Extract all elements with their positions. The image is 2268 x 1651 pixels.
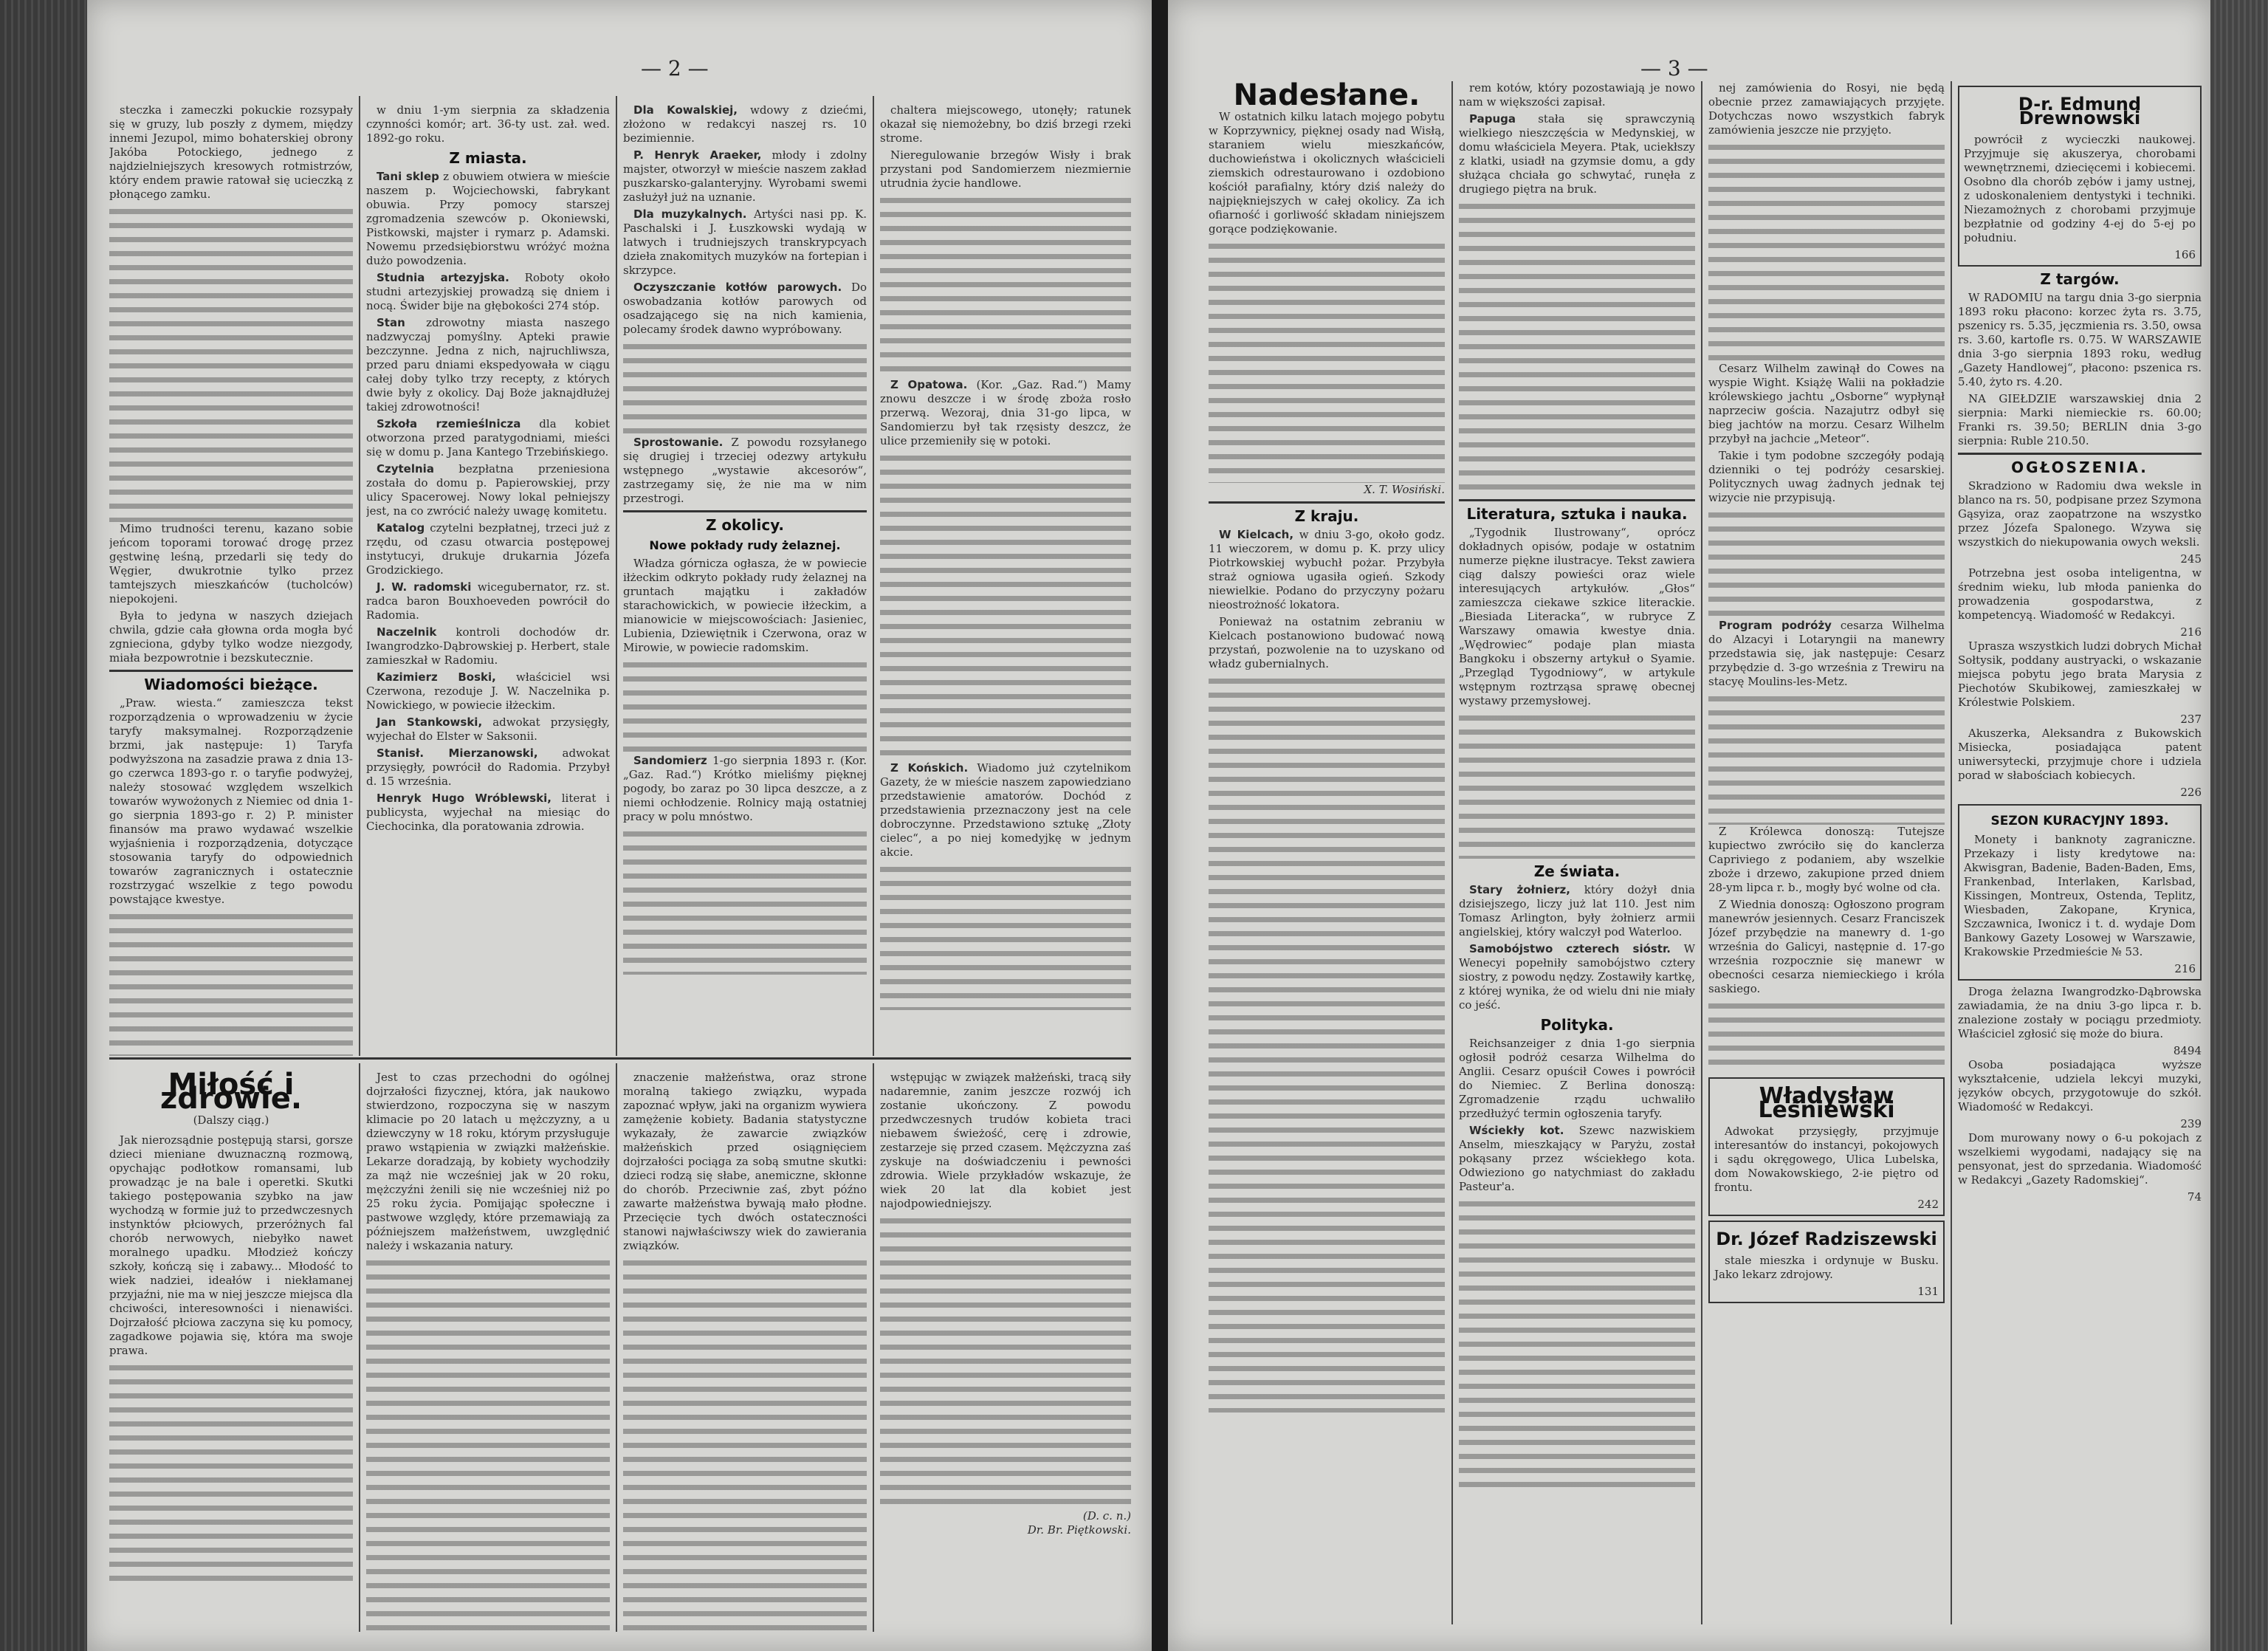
column-2 xyxy=(1459,81,1695,1624)
news-keyword: Wściekły kot. xyxy=(1469,1124,1564,1137)
news-item xyxy=(366,170,610,268)
news-text: właściciel wsi Czerwona, rezoduje J. W. Naczelnika p. Nowickiego, w powiecie iłżeckim. xyxy=(366,670,610,712)
column-4 xyxy=(1958,81,2202,1624)
paragraph: Była to jedyna w naszych dziejach chwila, gdzie cała głowna orda mogła być zgnieciona, gdyby tylko wodze niezgody, miała bezpowrotnie i bezskutecznie. xyxy=(109,609,353,665)
right-page xyxy=(1168,0,2210,1651)
news-keyword: Dla Kowalskiej, xyxy=(633,103,738,117)
paragraph: Władza górnicza ogłasza, że w powiecie iłżeckim odkryto pokłady rudy żelaznej na gruntach majątku i zakładów starachowickich, w powiecie iłżeckim, a mianowicie w miejscowościach: Jasieniec, Lubienia, Dziewiętnik i Czerwona, oraz w Mirowie, w powiecie radomskim. xyxy=(623,557,867,654)
paragraph: znaczenie małżeństwa, oraz strone moralną takiego związku, wypada zapoznać wpływ, jaki na organizm wywiera zamężenie kobiety. Badania statystyczne wykazały, że zawarcie związków małżeńskich przed osiągnięciem dojrzałości pociąga za sobą smutne skutki: dzieci rodzą się słabe, anemiczne, skłonne do chorób. Przeciwnie zaś, zbyt późno zawarte małżeństwa bywają mało płodne. Przecięcie tych dwóch ostateczności stanowi najwłaściwszy wiek do zawierania związków. xyxy=(623,1071,867,1252)
news-item xyxy=(366,580,610,622)
section-title: Z kraju. xyxy=(1294,507,1359,525)
story-title: Miłość i zdrowie. xyxy=(159,1071,303,1116)
page-number: — 3 — xyxy=(1640,56,1708,80)
news-keyword: Dla muzykalnych. xyxy=(633,207,747,221)
news-keyword: Tani sklep xyxy=(377,170,439,183)
paragraph: „Tygodnik Ilustrowany“, oprócz dokładnych opisów, podaje w ostatnim numerze piękne ilustracye. Tekst zawiera ciąg dalszy powieści oraz wiele interesujących artykułów. „Głos“ zamieszcza ciekawe szkice literackie. „Biesiada Literacka“, w rubryce Z Warszawy omawia kwestye dnia. „Wędrowiec“ podaje plan miasta Bangkoku i obszerny artykuł o Syamie. „Przegląd Tygodniowy“, w artykule wstępnym roztrząsa sprawę obecnej wystawy przemysłowej. xyxy=(1459,526,1695,707)
section-title: Z okolicy. xyxy=(705,516,785,534)
ad-number: 245 xyxy=(2180,552,2202,566)
news-keyword: Kazimierz Boski, xyxy=(377,670,496,684)
column-1 xyxy=(1209,81,1445,1624)
advert-title: SEZON KURACYJNY 1893. xyxy=(1990,814,2169,828)
column-rule xyxy=(1701,81,1702,1624)
news-item xyxy=(1708,619,1945,689)
advert-name: Dr. Józef Radziszewski xyxy=(1716,1229,1937,1249)
ad-number: 239 xyxy=(2180,1117,2202,1130)
text-block-filler xyxy=(1708,692,1945,825)
news-keyword: Jan Stankowski, xyxy=(377,715,483,729)
column-rule xyxy=(359,96,360,1056)
news-item xyxy=(366,462,610,518)
column-2 xyxy=(366,103,610,1056)
news-item xyxy=(366,670,610,713)
news-keyword: J. W. radomski xyxy=(377,580,472,594)
paragraph: w dniu 1-ym sierpnia za składzenia czynności komór; art. 36-ty ust. zał. wed. 1892-go roku. xyxy=(366,103,610,145)
text-block-filler xyxy=(1708,140,1945,362)
news-item xyxy=(366,746,610,789)
classified-ad: Droga żelazna Iwangrodzko-Dąbrowska zawiadamia, że na dniu 3-go lipca r. b. znalezione zostały w pociągu przedmioty. Właściciel zgłosić się może do biura. xyxy=(1958,985,2202,1040)
ad-number: 237 xyxy=(2180,713,2202,726)
advert-name: D-r. Edmund Drewnowski xyxy=(2018,94,2142,128)
paragraph: Nieregulowanie brzegów Wisły i brak przystani pod Sandomierzem niezmiernie utrudnia życie handlowe. xyxy=(880,148,1131,190)
section-title: Nadesłane. xyxy=(1233,81,1420,112)
news-keyword: Sprostowanie. xyxy=(633,436,724,449)
advert-number: 166 xyxy=(2174,248,2196,261)
section-title: Z targów. xyxy=(2040,270,2120,288)
signature: X. T. Wosiński. xyxy=(1364,483,1445,496)
news-keyword: Samobójstwo czterech sióstr. xyxy=(1469,942,1671,955)
news-item xyxy=(366,792,610,834)
story-subtitle: (Dalszy ciąg.) xyxy=(193,1113,269,1127)
classified-ad: Skradziono w Radomiu dwa weksle in blanco na rs. 50, podpisane przez Szymona Gąsyiza, oraz zaopatrzone na wszystko przez Józefa Spalonego. Wzywa się wszystkich do niekupowania owych weksli. xyxy=(1958,479,2202,549)
ad-number: 216 xyxy=(2174,962,2196,975)
divider xyxy=(623,510,867,512)
news-text: Roboty około studni artezyjskiej prowadzą się dniem i nocą. Świder bije na głębokości 274 stóp. xyxy=(366,271,610,312)
classified-ad: Uprasza wszystkich ludzi dobrych Michał Sołtysik, poddany austryacki, o wskazanie miejsca pobytu jego brata Marysia z Piechotów Skubikowej, zamieszkałej w Królestwie Polskiem. xyxy=(1958,639,2202,709)
advert-text: Monety i banknoty zagraniczne. Przekazy i listy kredytowe na: Akwisgran, Badenie, Baden-Baden, Ems, Frankenbad, Interlaken, Karlsbad, Kissingen, Montreux, Ostenda, Teplitz, Wiesbaden, Zakopane, Krynica, Szczawnica, Iwonicz i t. d. wydaje Dom Bankowy Gazety Losowej w Warszawie, Krakowskie Przedmieście № 53. xyxy=(1964,833,2196,958)
ad-number: 8494 xyxy=(2173,1044,2202,1057)
news-text: czytelni bezpłatnej, trzeci już z rzędu, od czasu otwarcia postępowej instytucyi, drukuje drukarnia Józefa Grodzickiego. xyxy=(366,521,610,577)
divider xyxy=(1958,453,2202,455)
paragraph: chaltera miejscowego, utonęły; ratunek okazał się niemożebny, bo dziś brzegi rzeki strome. xyxy=(880,103,1131,145)
classified-ad: Akuszerka, Aleksandra z Bukowskich Misiecka, posiadająca patent uniwersytecki, przyjmuje chore i udziela porad w słabościach kobiecych. xyxy=(1958,727,2202,782)
paragraph: „Praw. wiesta.“ zamieszcza tekst rozporządzenia o wprowadzeniu w życie taryfy maksymalnej. Rozporządzenie brzmi, jak następuje: 1) Taryfa podwyższona na zasadzie prawa z dnia 13-go czerwca 1893-go r. o taryfie podwyżej, należy stosować względem wszelkich towarów wywożonych z Niemiec od dnia 1-go sierpnia 1893-go r. 2) P. minister finansów ma prawo wydawać wszelkie wyjaśnienia i rozporządzenia, dotyczące stosowania taryfy do odpowiednich towarów zagranicznych i ostatecznie rozstrzygać wszelkie z tego powodu powstające kwestye. xyxy=(109,696,353,906)
news-keyword: Stan xyxy=(377,316,405,329)
section-title: Ze świata. xyxy=(1533,862,1621,880)
text-block-filler xyxy=(1708,999,1945,1073)
classified-ad: Osoba posiadająca wyższe wykształcenie, udziela lekcyi muzyki, języków obcych, przygotowuje do szkół. Wiadomość w Redakcyi. xyxy=(1958,1058,2202,1113)
advert-doctor-drewnowski xyxy=(1958,86,2202,267)
news-item xyxy=(366,271,610,313)
divider xyxy=(1209,501,1445,504)
news-keyword: Z Końskich. xyxy=(890,761,969,775)
news-keyword: Henryk Hugo Wróblewski, xyxy=(377,792,551,805)
column-4 xyxy=(880,103,1131,1056)
classified-ad: Potrzebna jest osoba inteligentna, w średnim wieku, lub młoda panienka do prowadzenia gospodarstwa, z kompetencyą. Wiadomość w Redakcyi. xyxy=(1958,566,2202,622)
news-text: Z powodu rozsyłanego się drugiej i trzeciej odezwy artykułu wstępnego „wystawie akcesorów“, zastrzegamy się, że nie ma w nim przestrogi. xyxy=(623,436,867,505)
news-keyword: Sandomierz xyxy=(633,754,707,767)
news-keyword: Katalog xyxy=(377,521,425,535)
news-keyword: Naczelnik xyxy=(377,625,437,639)
book-edge-right xyxy=(2210,0,2268,1651)
news-text: Szewc nazwiskiem Anselm, mieszkający w Paryżu, został pokąsany przez wściekłego kota. Odwieziono go natychmiast do zakładu Pasteur'a. xyxy=(1459,1124,1695,1193)
news-item xyxy=(880,761,1131,859)
text-block-filler xyxy=(1209,674,1445,1413)
story-author: Dr. Br. Piętkowski. xyxy=(1027,1523,1131,1537)
text-block-filler xyxy=(623,340,867,436)
column-rule xyxy=(873,1063,874,1632)
paragraph: NA GIEŁDZIE warszawskiej dnia 2 sierpnia: Marki niemieckie rs. 60.00; Franki rs. 39.50; BERLIN dnia 3-go sierpnia: Ruble 210.50. xyxy=(1958,392,2202,447)
news-text: cesarza Wilhelma do Alzacyi i Lotaryngii na manewry przedstawia się, jak następuje: Cesarz przybędzie d. 3-go września z Trewiru na stacyę Moulins-les-Metz. xyxy=(1708,619,1945,688)
page-number: — 2 — xyxy=(641,56,709,80)
column-3 xyxy=(1708,81,1945,1624)
section-title: OGŁOSZENIA. xyxy=(2011,459,2148,476)
news-text: w dniu 3-go, około godz. 11 wieczorem, w domu p. K. przy ulicy Piotrkowskiej wybuchł pożar. Przybyła straż ogniowa ugasiła ogień. Szkody niewielkie. Podano do przyczyny pożaru nieostrożność lokatora. xyxy=(1209,528,1445,611)
section-title: Z miasta. xyxy=(449,149,527,167)
paragraph: Mimo trudności terenu, kazano sobie jeńcom toporami torować drogę przez gęstwinę leśną, przedarli się tedy do Węgier, dwukrotnie tylko przez tamtejszych mieszkańców (tucholców) niepokojeni. xyxy=(109,522,353,605)
text-block-filler xyxy=(623,827,867,975)
news-item xyxy=(623,148,867,205)
news-keyword: Z Opatowa. xyxy=(890,378,968,391)
ad-number: 74 xyxy=(2187,1190,2202,1204)
news-text: adwokat przysięgły, powrócił do Radomia. Przybył d. 15 września. xyxy=(366,746,610,788)
advert-season xyxy=(1958,804,2202,981)
text-block-filler xyxy=(623,658,867,754)
book-edge-left xyxy=(0,0,87,1651)
news-text: z obuwiem otwiera w mieście naszem p. Wojciechowski, fabrykant obuwia. Przy pomocy starszej zgromadzenia szewców p. Okoniewski, Pistkowski, majster i rymarz p. Adamski. Nowemu przedsiębiorstwu wróżyć można dużo powodzenia. xyxy=(366,170,610,267)
divider xyxy=(109,670,353,672)
news-text: kontroli dochodów dr. Iwangrodzko-Dąbrowskiej p. Herbert, stale zamieszkał w Radomiu. xyxy=(366,625,610,667)
paragraph: steczka i zameczki pokuckie rozsypały się w gruzy, lub poszły z dymem, między innemi Jezupol, mimo bohaterskiej obrony Jakóba Potockiego, jednego z najdzielniejszych kresowych rotmistrzów, który endem prawie ratował się ucieczką z płonącego zamku. xyxy=(109,103,353,201)
news-item xyxy=(366,715,610,744)
paragraph: Reichsanzeiger z dnia 1-go sierpnia ogłosił podróż cesarza Wilhelma do Anglii. Cesarz opuścił Cowes i powrócił do Niemiec. Z Berlina donoszą: Zgromadzenie rządu uchwaliło przedłużyć termin ogłoszenia taryfy. xyxy=(1459,1037,1695,1120)
advert-name: Władysław Leśniewski xyxy=(1758,1083,1895,1123)
text-block-filler xyxy=(109,205,353,522)
news-item xyxy=(366,521,610,577)
paragraph: Jest to czas przechodni do ogólnej dojrzałości fizycznej, która, jak naukowo stwierdzono, rozpoczyna się w naszym klimacie po 20 latach u mężczyzny, a u dziewczyny w 18 roku, którym przysługuje prawo wstąpienia w związki małżeńskie. Lekarze doradzają, by kobiety wychodziły za mąż nie wcześniej jak w 20 roku, mężczyźni żenili się nie wcześniej niż po 25 roku życia. Pomijając społeczne i pastwowe względy, które przemawiają za późniejszem małżeństwem, uwzględnić należy i wskazania natury. xyxy=(366,1071,610,1252)
advert-number: 242 xyxy=(1917,1198,1939,1211)
news-keyword: Studnia artezyjska. xyxy=(377,271,509,284)
advert-number: 131 xyxy=(1917,1285,1939,1298)
story-column-4 xyxy=(880,1071,1131,1632)
news-text: młody i zdolny majster, otworzył w mieście naszem zakład puszkarsko-galanteryjny. Wyrobami swemi zasłużył już na uznanie. xyxy=(623,148,867,204)
text-block-filler xyxy=(109,1361,353,1582)
news-text: (Kor. „Gaz. Rad.“) Mamy znowu deszcze i w środę zboża rosło przerwą. Wezoraj, dnia 31-go lipca, w Sandomierzu był tak rzęsisty deszcz, że ulice przemieniły się w potoki. xyxy=(880,378,1131,447)
book-gutter xyxy=(1152,0,1168,1651)
paragraph: Z Królewca donoszą: Tutejsze kupiectwo zwróciło się do kanclerza Capriviego z podaniem, aby wszelkie zboże i drzewo, zakupione przed dniem 28-ym lipca r. b., mogły być wolne od cła. xyxy=(1708,825,1945,894)
news-text: wdowy z dziećmi, złożono w redakcyi naszej rs. 10 bezimiennie. xyxy=(623,103,867,145)
text-block-filler xyxy=(880,862,1131,1010)
column-3 xyxy=(623,103,867,1056)
paragraph: Jak nierozsądnie postępują starsi, gorsze dzieci mieniane dwuznaczną rozmową, opychając podłotkow romansami, lub prowadząc je na bale i operetki. Skutki takiego postępowania szybko na jaw wychodzą w formie już to przedwczesnych instynktów płciowych, przeróżnych fal chorób nerwowych, niebyłko nawet moralnego upadku. Młodzież kończy szkoły, kończą się i zabawy... Młodość to wiek nadziei, ideałów i niekłamanej przyjaźni, nie ma w niej jeszcze miejsca dla chciwości, interesowności i nienawiści. Dojrzałość płciowa zaczyna się ku pomocy, zagadkowe pojawia się, która ma swoje prawa. xyxy=(109,1133,353,1357)
column-1 xyxy=(109,103,353,1056)
column-rule xyxy=(1451,81,1453,1624)
advert-lawyer xyxy=(1708,1077,1945,1216)
column-rule xyxy=(359,1063,360,1632)
news-keyword: Oczyszczanie kotłów parowych. xyxy=(633,281,842,294)
news-item xyxy=(623,754,867,824)
text-block-filler xyxy=(1708,508,1945,619)
text-block-filler xyxy=(1459,199,1695,495)
news-text: W Wenecyi popełniły samobójstwo cztery siostry, z powodu nędzy. Zostawiły kartkę, z której wynika, że od wielu dni nie miały co jeść. xyxy=(1459,942,1695,1012)
text-block-filler xyxy=(1459,711,1695,859)
section-subtitle: Nowe pokłady rudy żelaznej. xyxy=(649,538,841,552)
advert-doctor xyxy=(1708,1221,1945,1303)
news-keyword: Czytelnia xyxy=(377,462,434,476)
column-rule xyxy=(873,96,874,1056)
news-text: Wiadomo już czytelnikom Gazety, że w mieście naszem zapowiedziano przedstawienie amatorów. Dochód z przedstawienia przeznaczony jest na cele dobroczynne. Przedstawiono sztukę „Złoty cielec“, a po niej komedyjkę w jednym akcie. xyxy=(880,761,1131,859)
text-block-filler xyxy=(623,1256,867,1632)
news-text: 1-go sierpnia 1893 r. (Kor. „Gaz. Rad.“) Krótko mieliśmy pięknej pogody, bo zaraz po 30 lipca deszcze, a z niemi ochłodzenie. Rolnicy mają ostatniej pracy w polu mnóstwo. xyxy=(623,754,867,823)
news-item xyxy=(366,316,610,414)
news-text: Do oswobadzania kotłów parowych od osadzającego się na nich kamienia, polecamy środek dawno wypróbowany. xyxy=(623,281,867,336)
news-item xyxy=(366,625,610,667)
news-item xyxy=(1209,528,1445,612)
news-text: dla kobiet otworzona przed paratygodniami, mieści się w domu p. Jana Kantego Trzebińskiego. xyxy=(366,417,610,459)
classified-ad: Dom murowany nowy o 6-u pokojach z wszelkiemi wygodami, nadający się na pensyonat, jest do sprzedania. Wiadomość w Redakcyi „Gazety Radomskiej“. xyxy=(1958,1131,2202,1187)
news-item xyxy=(623,103,867,145)
paragraph: W ostatnich kilku latach mojego pobytu w Koprzywnicy, pięknej osady nad Wisłą, staraniem wielu mieszkańców, duchowieństwa i okolicznych właścicieli ziemskich odrestaurowano i ozdobiono kościół parafialny, który dziś należy do najpiękniejszych w całej okolicy. Za ich ofiarność i gorliwość składam niniejszem gorące podziękowanie. xyxy=(1209,110,1445,236)
paragraph: Cesarz Wilhelm zawinął do Cowes na wyspie Wight. Książę Walii na pokładzie królewskiego jachtu „Osborne“ wypłynął naprzeciw gościa. Nazajutrz odbył się bieg jachtów na morzu. Cesarz Wilhelm przybył na jachcie „Meteor“. xyxy=(1708,362,1945,445)
paragraph: Ponieważ na ostatnim zebraniu w Kielcach postanowiono budować nową przystań, pozwolenie na to uzyskano od władz gubernialnych. xyxy=(1209,615,1445,670)
news-keyword: Program podróży xyxy=(1719,619,1832,632)
news-text: stała się sprawczynią wielkiego nieszczęścia w Medynskiej, w domu właściciela Meyera. Ptak, uciekłszy z klatki, usiadł na gzymsie domu, a gdy służąca chciała go schwytać, runęła z drugiego piętra na bruk. xyxy=(1459,112,1695,196)
text-block-filler xyxy=(109,910,353,1056)
ad-number: 226 xyxy=(2180,786,2202,799)
news-text: adwokat przysięgły, wyjechał do Elster w Saksonii. xyxy=(366,715,610,743)
news-keyword: W Kielcach, xyxy=(1219,528,1294,541)
news-text: wicegubernator, rz. st. radca baron Bouxhoeveden powrócił do Radomia. xyxy=(366,580,610,622)
text-block-filler xyxy=(366,1256,610,1632)
news-keyword: Stary żołnierz, xyxy=(1469,883,1570,896)
divider xyxy=(1459,499,1695,501)
story-column-2 xyxy=(366,1071,610,1632)
news-text: literat i publicysta, wyjechał na miesiąc do Ciechocinka, dla poratowania zdrowia. xyxy=(366,792,610,833)
advert-text: stale mieszka i ordynuje w Busku. Jako lekarz zdrojowy. xyxy=(1714,1254,1939,1281)
advert-text: Adwokat przysięgły, przyjmuje interesantów do instancyi, pokojowych i sądu okręgowego, Ulica Lubelska, dom Nowakowskiego, 2-ie piętro od frontu. xyxy=(1714,1125,1939,1194)
paragraph: Takie i tym podobne szczegóły podają dzienniki o tej podróży cesarskiej. Politycznych uwag żadnych jednak tej wizycie nie przypisują. xyxy=(1708,449,1945,504)
horizontal-rule xyxy=(109,1057,1131,1060)
column-rule xyxy=(616,1063,617,1632)
news-item xyxy=(1459,942,1695,1012)
left-page xyxy=(87,0,1152,1651)
news-item xyxy=(623,207,867,278)
news-item xyxy=(623,281,867,337)
news-item xyxy=(1459,112,1695,196)
news-item xyxy=(1459,883,1695,939)
news-keyword: Papuga xyxy=(1469,112,1516,126)
paragraph: rem kotów, który pozostawiają je nowo nam w większości zapisał. xyxy=(1459,81,1695,109)
text-block-filler xyxy=(880,193,1131,378)
section-title: Literatura, sztuka i nauka. xyxy=(1466,505,1688,523)
news-item xyxy=(880,378,1131,448)
text-block-filler xyxy=(1459,1197,1695,1492)
column-rule xyxy=(616,96,617,1056)
paragraph: Z Wiednia donoszą: Ogłoszono program manewrów jesiennych. Cesarz Franciszek Józef przybędzie na manewry d. 1-go września do Galicyi, następnie d. 17-go września rozpocznie się manewr w obecności cesarza niemieckiego i króla saskiego. xyxy=(1708,898,1945,995)
column-rule xyxy=(1951,81,1952,1624)
story-column-1 xyxy=(109,1071,353,1632)
news-text: Artyści nasi pp. K. Paschalski i J. Łuszkowski wydają w latwych i trudniejszych transkrypcyach dzieła znakomitych muzyków na fortepian i skrzypce. xyxy=(623,207,867,277)
news-keyword: Szkoła rzemieślnicza xyxy=(377,417,521,430)
news-text: bezpłatna przeniesiona została do domu p. Papierowskiej, przy ulicy Spacerowej. Nowy lokal pełniejszy jest, na co zwrócić należy uwagę komitetu. xyxy=(366,462,610,518)
text-block-filler xyxy=(1209,239,1445,483)
news-item xyxy=(623,436,867,506)
news-keyword: P. Henryk Araeker, xyxy=(633,148,762,162)
paragraph: W RADOMIU na targu dnia 3-go sierpnia 1893 roku płacono: korzec żyta rs. 3.75, pszenicy rs. 5.35, jęczmienia rs. 3.50, owsa rs. 3.60, kartofle rs. 0.75. W WARSZAWIE dnia 3-go sierpnia 1893 roku, według „Gazety Handlowej“, płacono: pszenica rs. 5.40, żyto rs. 4.20. xyxy=(1958,291,2202,388)
paragraph: nej zamówienia do Rosyi, nie będą obecnie przez zamawiających przyjęte. Dotychczas nowo wszystkich fabryk zamówienia jeszcze nie przyjęto. xyxy=(1708,81,1945,137)
ad-number: 216 xyxy=(2180,625,2202,639)
text-block-filler xyxy=(880,1214,1131,1509)
text-block-filler xyxy=(880,451,1131,761)
section-title: Polityka. xyxy=(1540,1016,1614,1034)
story-column-3 xyxy=(623,1071,867,1632)
news-text: który dożył dnia dzisiejszego, liczy już lat 110. Jest nim Tomasz Arlington, były żołnierz armii angielskiej, który walczył pod Waterloo. xyxy=(1459,883,1695,938)
story-continued: (D. c. n.) xyxy=(1082,1509,1131,1523)
news-item xyxy=(366,417,610,459)
paragraph: wstępując w związek małżeński, tracą siły nadaremnie, zanim jeszcze rozwój ich zostanie ukończony. Z powodu przedwczesnych trudów kobieta traci niebawem świeżość, cerę i zdrowie, zestarzeje się przed czasem. Mężczyzna zaś zyskuje na doświadczeniu i pewności zdrowia. Wiele przykładów wskazuje, że wiek 20 lat dla kobiet jest najodpowiedniejszy. xyxy=(880,1071,1131,1210)
news-keyword: Stanisł. Mierzanowski, xyxy=(377,746,538,760)
section-title: Wiadomości bieżące. xyxy=(144,676,318,693)
news-item xyxy=(1459,1124,1695,1194)
news-text: zdrowotny miasta naszego nadzwyczaj pomyślny. Apteki prawie bezczynne. Jedna z nich, najruchliwsza, przed paru dniami ekspedyowała w ciągu całej doby tylko trzy recepty, z których dwie były z okolicy. Daj Boże jaknajdłużej takiej zdrowotności! xyxy=(366,316,610,413)
advert-text: powrócił z wycieczki naukowej. Przyjmuje się akuszerya, chorobami wewnętrznemi, dziecięcemi i kobiecemi. Osobno dla chorób zębów i jamy ustnej, z udoskonaleniem dentystyki i techniki. Niezamożnych z chorobami przyjmuje bezpłatnie od godziny 4-ej do 5-ej po południu. xyxy=(1964,133,2196,244)
